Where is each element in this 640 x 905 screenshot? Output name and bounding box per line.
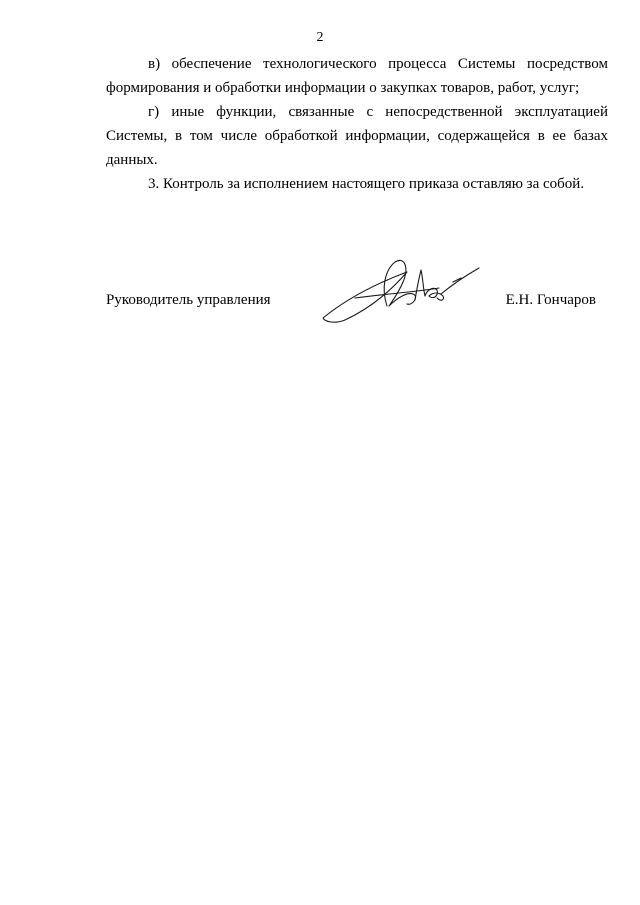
paragraph-item-v: в) обеспечение технологического процесса Системы посредством формирования и обработки информации о закупках товаров, работ, услуг; [106,56,608,96]
signer-name: Е.Н. Гончаров [505,292,596,308]
paragraph-clause-3: 3. Контроль за исполнением настоящего приказа оставляю за собой. [148,176,585,192]
signature-flourish-stroke [441,268,479,294]
signature-loop-stroke [384,260,415,306]
handwritten-signature [315,248,485,326]
signature-letters-stroke [415,270,444,300]
page-number: 2 [316,30,324,45]
paragraph-item-g: г) иные функции, связанные с непосредственной эксплуатацией Системы, в том числе обработкой информации, содержащейся в ее базах данных. [106,104,608,168]
document-body [106,52,608,196]
signer-title: Руководитель управления [106,292,271,308]
